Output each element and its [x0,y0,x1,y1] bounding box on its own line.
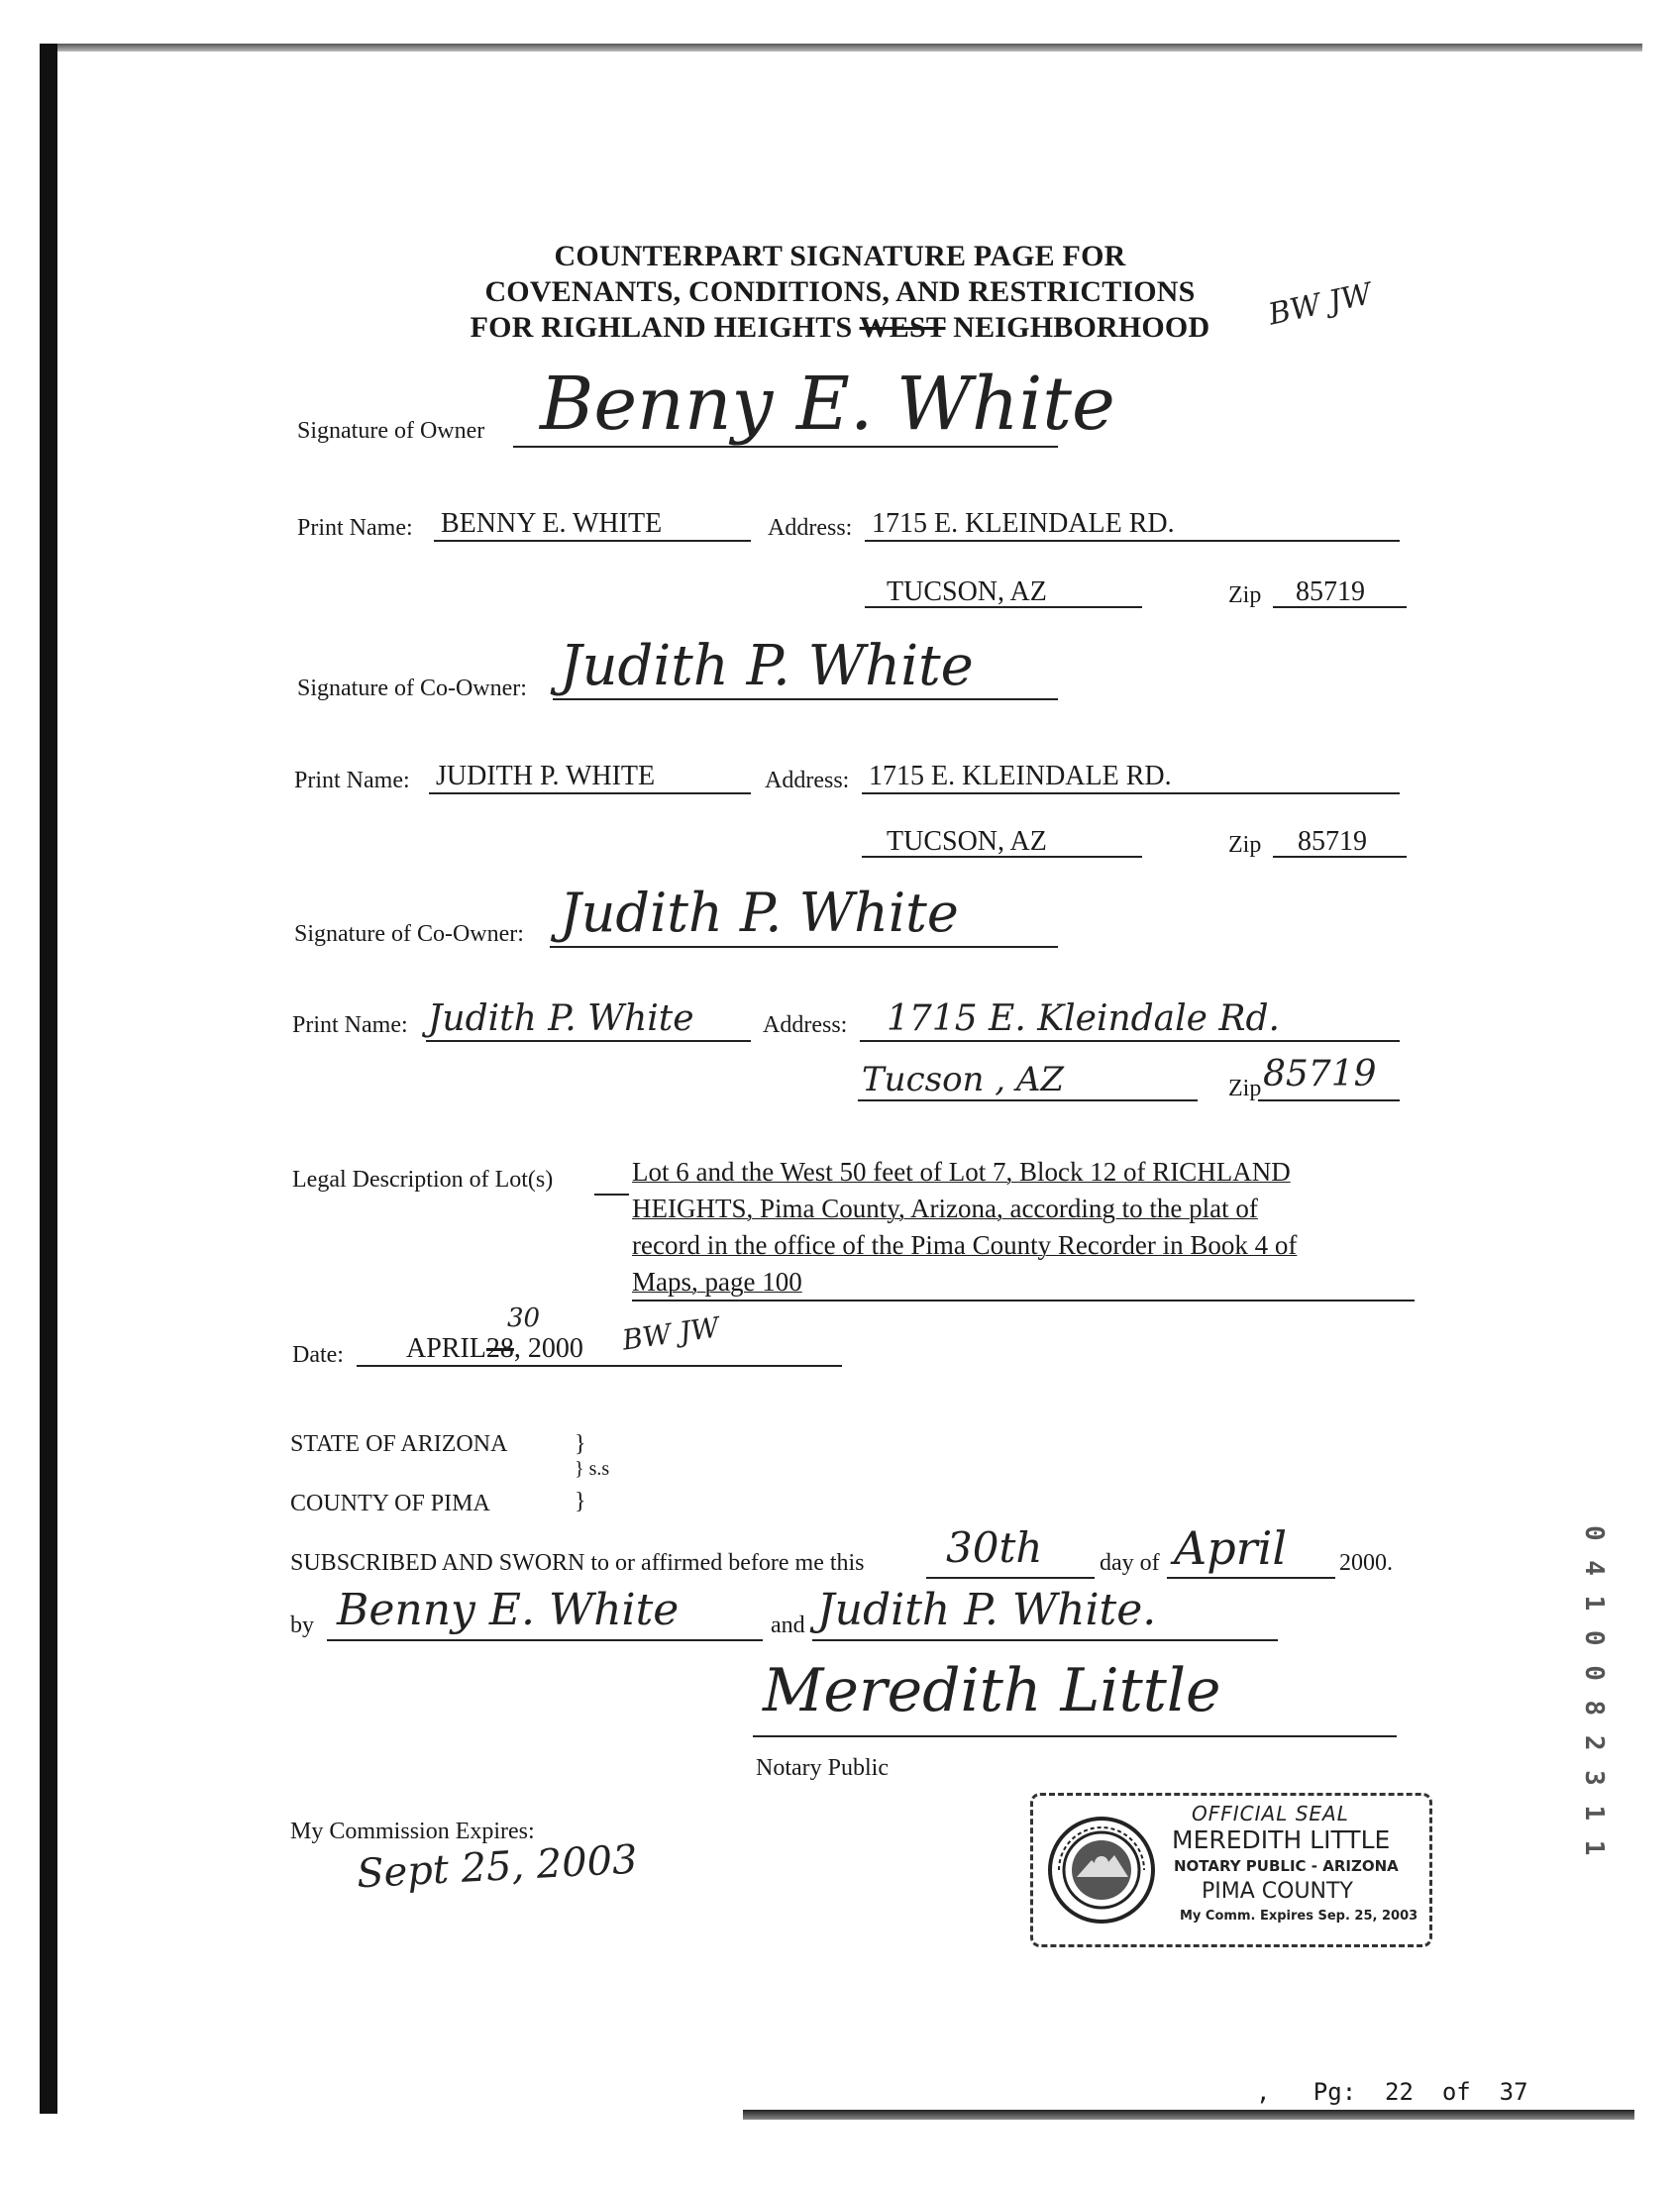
owner-zip-line [1273,606,1407,608]
recording-margin-stamp [1579,1525,1609,1858]
owner-address: 1715 E. KLEINDALE RD. [872,508,1175,539]
seal-line-4: PIMA COUNTY [1202,1879,1353,1904]
owner-print-label: Print Name: [297,515,413,541]
date-struck-day: 28 [485,1333,514,1364]
notary-brace-mid: } s.s [575,1458,610,1480]
seal-line-1: OFFICIAL SEAL [1192,1802,1349,1825]
notary-by-name-2: Judith P. White. [817,1585,1157,1635]
commission-date: Sept 25, 2003 [355,1836,639,1898]
notary-by-name-1: Benny E. White [337,1585,680,1635]
coowner1-print-label: Print Name: [294,768,410,793]
owner-print-name: BENNY E. WHITE [441,508,663,539]
date-corrected-day: 30 [507,1303,541,1333]
page-number: , Pg: 22 of 37 [1256,2078,1528,2106]
date-month: APRIL [406,1333,486,1364]
seal-line-5: My Comm. Expires Sep. 25, 2003 [1180,1909,1418,1924]
coowner2-print-name: Judith P. White [428,998,694,1039]
seal-line-2: MEREDITH LITTLE [1172,1825,1391,1854]
arizona-seal-emblem-icon [1047,1816,1156,1925]
title-initials: BW JW [1265,276,1375,333]
notary-state: STATE OF ARIZONA [290,1431,508,1457]
coowner2-city: Tucson , AZ [862,1060,1065,1099]
coowner1-address-line [862,792,1400,794]
margin-stamp-text: 0 4 1 0 0 8 2 3 1 1 [1579,1525,1609,1858]
coowner1-print-line [429,792,751,794]
coowner1-signature: Judith P. White [560,634,974,698]
date-initials: BW JW [620,1310,722,1357]
coowner1-address-label: Address: [765,768,850,793]
coowner2-signature-line [550,946,1058,948]
coowner2-signature-label: Signature of Co-Owner: [294,921,524,947]
legal-line-1: Lot 6 and the West 50 feet of Lot 7, Block 12 of RICHLAND [632,1157,1291,1187]
notary-public-label: Notary Public [756,1755,889,1781]
legal-line-4: Maps, page 100 [632,1267,802,1297]
coowner1-signature-label: Signature of Co-Owner: [297,676,527,701]
notary-by-label: by [290,1613,314,1638]
notary-day: 30th [946,1523,1043,1572]
title-struck-word: WEST [859,311,946,344]
coowner2-print-line [426,1040,751,1042]
owner-signature-label: Signature of Owner [297,418,485,444]
notary-day-line [926,1577,1095,1579]
coowner1-city-line [862,856,1142,858]
notary-day-of: day of [1100,1550,1160,1576]
owner-zip: 85719 [1296,576,1365,607]
legal-end-line [632,1300,1415,1302]
title-line-3 [0,311,1680,345]
coowner2-zip-line [1258,1099,1400,1101]
notary-county: COUNTY OF PIMA [290,1491,490,1516]
notary-month-line [1167,1577,1335,1579]
title-line-3-start: FOR RIGHLAND HEIGHTS [470,311,860,344]
coowner2-city-line [858,1099,1198,1101]
notary-by-line-2 [812,1639,1278,1641]
commission-label: My Commission Expires: [290,1819,535,1844]
official-seal-stamp [1030,1793,1432,1947]
title-line-3-end: NEIGHBORHOOD [945,311,1210,344]
notary-by-line-1 [327,1639,763,1641]
notary-brace-bottom: } [575,1489,586,1514]
owner-address-line [865,540,1400,542]
coowner2-zip: 85719 [1263,1054,1377,1094]
coowner1-zip: 85719 [1298,826,1367,857]
coowner2-zip-label: Zip [1228,1076,1262,1101]
seal-line-3: NOTARY PUBLIC - ARIZONA [1174,1857,1399,1875]
date-line [357,1365,842,1367]
notary-signature-line [753,1735,1397,1737]
owner-zip-label: Zip [1228,582,1262,608]
title-line-1: COUNTERPART SIGNATURE PAGE FOR [554,240,1126,272]
legal-lead-line [594,1194,629,1196]
coowner2-address-line [860,1040,1400,1042]
legal-label: Legal Description of Lot(s) [292,1167,554,1193]
notary-and-label: and [771,1613,805,1638]
notary-year: 2000. [1339,1550,1393,1576]
owner-address-label: Address: [768,515,853,541]
coowner1-print-name: JUDITH P. WHITE [436,761,656,791]
notary-month: April [1174,1521,1288,1575]
coowner2-address: 1715 E. Kleindale Rd. [887,998,1281,1039]
coowner2-address-label: Address: [763,1012,848,1038]
scan-border-left [40,44,57,2114]
date-value [406,1333,583,1365]
coowner2-signature: Judith P. White [560,882,959,944]
legal-line-2: HEIGHTS, Pima County, Arizona, according to the plat of [632,1194,1258,1223]
owner-signature: Benny E. White [540,362,1115,447]
notary-signature: Meredith Little [763,1656,1221,1725]
owner-city: TUCSON, AZ [887,576,1047,607]
coowner1-zip-label: Zip [1228,832,1262,858]
coowner1-zip-line [1273,856,1407,858]
coowner1-signature-line [553,698,1058,700]
coowner1-address: 1715 E. KLEINDALE RD. [869,761,1172,791]
legal-line-3: record in the office of the Pima County Recorder in Book 4 of [632,1230,1298,1260]
scan-border-top [57,44,1642,52]
coowner1-city: TUCSON, AZ [887,826,1047,857]
notary-sworn-text: SUBSCRIBED AND SWORN to or affirmed before me this [290,1550,865,1576]
scan-border-bottom [743,2110,1634,2120]
coowner2-print-label: Print Name: [292,1012,408,1038]
notary-brace-top: } [575,1431,586,1457]
owner-city-line [865,606,1142,608]
title-line-2: COVENANTS, CONDITIONS, AND RESTRICTIONS [484,275,1196,308]
owner-print-line [434,540,751,542]
date-label: Date: [292,1342,344,1368]
date-year: , 2000 [513,1333,583,1364]
